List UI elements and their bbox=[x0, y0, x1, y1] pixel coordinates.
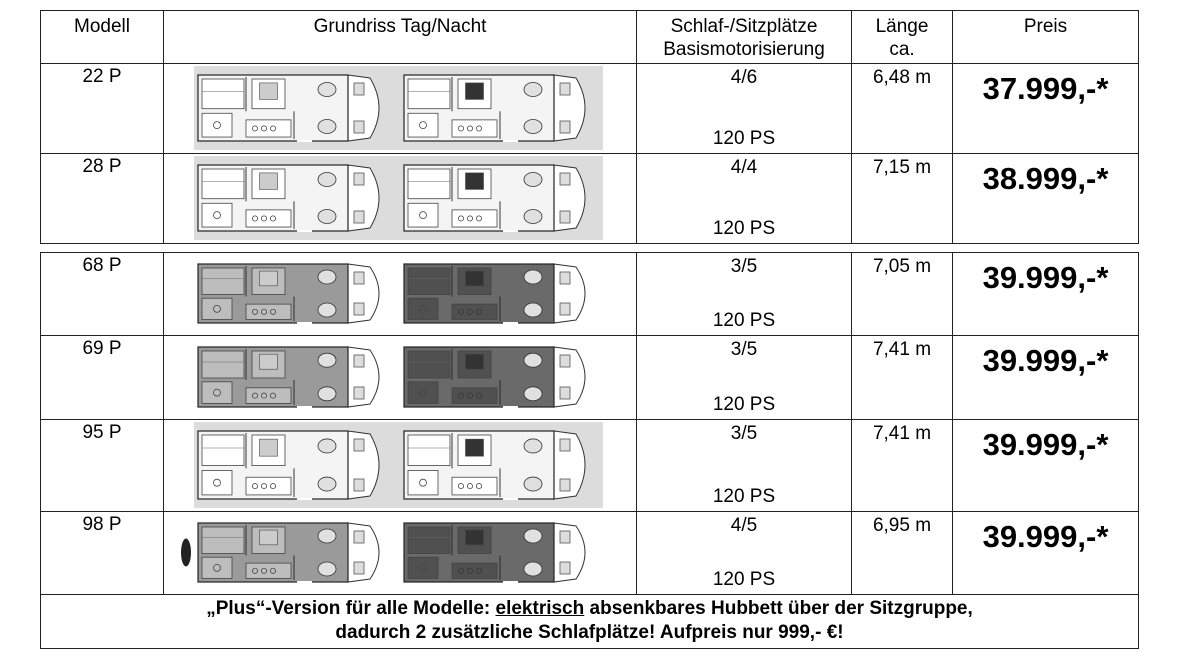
floorplan-image bbox=[164, 336, 635, 418]
spec-cell bbox=[637, 64, 852, 154]
price-cell: 39.999,-* bbox=[953, 336, 1139, 420]
floorplan-cell bbox=[164, 512, 637, 595]
seats-value: 3/5 bbox=[730, 256, 758, 277]
seats-value: 4/6 bbox=[730, 67, 758, 88]
length-cell: 7,41 m bbox=[852, 336, 953, 420]
spec-cell bbox=[637, 420, 852, 512]
model-cell: 69 P bbox=[41, 336, 164, 420]
price-cell: 39.999,-* bbox=[953, 512, 1139, 595]
header-laenge bbox=[852, 11, 953, 64]
model-cell: 95 P bbox=[41, 420, 164, 512]
floorplan-image bbox=[164, 512, 635, 593]
footer-line2: dadurch 2 zusätzliche Schlafplätze! Aufpreis nur 999,- €! bbox=[335, 622, 844, 643]
floorplan-cell bbox=[164, 64, 637, 154]
price-cell: 39.999,-* bbox=[953, 420, 1139, 512]
floorplan-cell bbox=[164, 336, 637, 420]
spec-cell bbox=[637, 512, 852, 595]
engine-value: 120 PS bbox=[712, 218, 776, 239]
seats-value: 4/4 bbox=[730, 157, 758, 178]
floorplan-cell bbox=[164, 154, 637, 244]
table-row bbox=[41, 512, 1139, 595]
length-cell: 6,48 m bbox=[852, 64, 953, 154]
footer-line1-underlined: elektrisch bbox=[495, 598, 585, 619]
floorplan-image bbox=[164, 253, 635, 334]
length-cell: 7,05 m bbox=[852, 253, 953, 336]
motorbike-icon bbox=[181, 539, 191, 567]
model-cell: 68 P bbox=[41, 253, 164, 336]
engine-value: 120 PS bbox=[712, 486, 776, 507]
header-row bbox=[41, 11, 1139, 64]
seats-value: 3/5 bbox=[730, 423, 758, 444]
engine-value: 120 PS bbox=[712, 569, 776, 590]
floorplan-image bbox=[164, 154, 635, 242]
spec-cell bbox=[637, 154, 852, 244]
seats-value: 3/5 bbox=[730, 339, 758, 360]
spec-cell bbox=[637, 336, 852, 420]
table-row bbox=[41, 420, 1139, 512]
table-row bbox=[41, 64, 1139, 154]
header-schlaf-line2: Basismotorisierung bbox=[663, 39, 825, 60]
header-schlaf-line1: Schlaf-/Sitzplätze bbox=[670, 16, 818, 37]
engine-value: 120 PS bbox=[712, 128, 776, 149]
model-cell: 22 P bbox=[41, 64, 164, 154]
footer-line1-pre: „Plus“-Version für alle Modelle: bbox=[206, 598, 496, 619]
spec-cell bbox=[637, 253, 852, 336]
header-laenge-line1: Länge bbox=[875, 16, 929, 37]
price-table-bottom bbox=[40, 252, 1139, 649]
table-row bbox=[41, 253, 1139, 336]
header-grundriss: Grundriss Tag/Nacht bbox=[164, 11, 637, 64]
footer-note bbox=[41, 595, 1139, 649]
table-row bbox=[41, 336, 1139, 420]
footer-line1-post: absenkbares Hubbett über der Sitzgruppe, bbox=[584, 598, 973, 619]
model-cell: 28 P bbox=[41, 154, 164, 244]
model-cell: 98 P bbox=[41, 512, 164, 595]
table-row bbox=[41, 154, 1139, 244]
floorplan-image bbox=[164, 420, 635, 510]
header-preis: Preis bbox=[953, 11, 1139, 64]
engine-value: 120 PS bbox=[712, 310, 776, 331]
floorplan-image bbox=[164, 64, 635, 152]
header-laenge-line2: ca. bbox=[889, 39, 915, 60]
length-cell: 6,95 m bbox=[852, 512, 953, 595]
floorplan-cell bbox=[164, 253, 637, 336]
header-schlaf bbox=[637, 11, 852, 64]
length-cell: 7,41 m bbox=[852, 420, 953, 512]
header-modell: Modell bbox=[41, 11, 164, 64]
length-cell: 7,15 m bbox=[852, 154, 953, 244]
price-cell: 37.999,-* bbox=[953, 64, 1139, 154]
footer-row bbox=[41, 595, 1139, 649]
price-cell: 38.999,-* bbox=[953, 154, 1139, 244]
engine-value: 120 PS bbox=[712, 394, 776, 415]
seats-value: 4/5 bbox=[730, 515, 758, 536]
floorplan-cell bbox=[164, 420, 637, 512]
price-table-top bbox=[40, 10, 1139, 244]
price-cell: 39.999,-* bbox=[953, 253, 1139, 336]
